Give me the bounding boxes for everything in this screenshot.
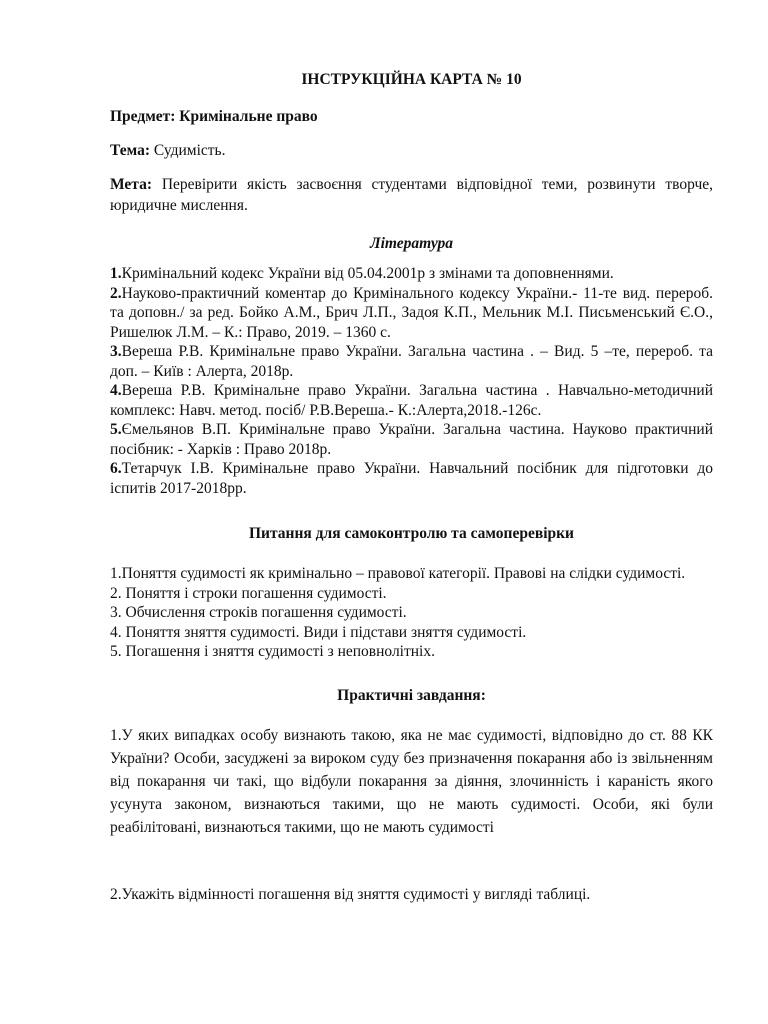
literature-item: 2.Науково-практичний коментар до Кримінального кодексу України.- 11-те вид. перероб. та доповн./ за ред. Бойко А.М., Брич Л.П., Задоя К.П., Мельник М.І. Письменський Є.О., Ришелюк Л.М. – К.: Право, 2019. – 1360 с. [110,284,713,341]
question-item: 3. Обчислення строків погашення судимості. [110,604,407,621]
literature-item: 4.Вереша Р.В. Кримінальне право України. Загальна частина . Навчально-методичний комплекс: Навч. метод. посіб/ Р.В.Вереша.- К.:Алерта,2018.-126с. [110,382,713,419]
goal-line [110,174,713,216]
practical-task-1: 1.У яких випадках особу визнають такою, яка не має судимості, відповідно до ст. 88 КК України? Особи, засуджені за вироком суду без призначення покарання або із звільненням від покарання чи такі, що відбули покарання за діяння, злочинність і караність якого усунута законом, визнаються такими, що не мають судимості. Особи, які були реабілітовані, визнаються такими, що не мають судимості [110,726,713,836]
topic-value: Судимість. [153,142,226,159]
subject-label: Предмет: [110,108,176,125]
question-item: 1.Поняття судимості як кримінально – правової категорії. Правові на слідки судимості. [110,565,686,582]
document-page [110,70,713,906]
topic-line [110,140,713,161]
literature-item: 6.Тетарчук І.В. Кримінальне право України. Навчальний посібник для підготовки до іспитів 2017-2018рр. [110,460,713,497]
goal-label: Мета: [110,176,153,193]
literature-item: 3.Вереша Р.В. Кримінальне право України. Загальна частина . – Вид. 5 –те, перероб. та доп. – Київ : Алерта, 2018р. [110,343,713,380]
goal-value: Перевірити якість засвоєння студентами відповідної теми, розвинути творче, юридичне мислення. [110,176,713,214]
subject-value: Кримінальне право [179,108,318,125]
literature-item: 5.Ємельянов В.П. Кримінальне право України. Загальна частина. Науково практичний посібник: - Харків : Право 2018р. [110,421,713,458]
subject-line [110,106,713,127]
literature-heading: Література [369,235,454,252]
document-title: ІНСТРУКЦІЙНА КАРТА № 10 [301,71,522,88]
literature-item: 1.Кримінальний кодекс України від 05.04.2001р з змінами та доповненнями. [110,265,614,282]
question-item: 4. Поняття зняття судимості. Види і підстави зняття судимості. [110,623,527,641]
practical-task-2: 2.Укажіть відмінності погашення від зняття судимості у вигляді таблиці. [110,885,591,903]
practical-heading: Практичні завдання: [337,686,486,704]
self-control-heading: Питання для самоконтролю та самоперевірки [249,525,574,542]
self-control-list [110,564,713,662]
topic-label: Тема: [110,142,150,159]
question-item: 2. Поняття і строки погашення судимості. [110,584,387,602]
literature-list [110,264,713,498]
question-item: 5. Погашення і зняття судимості з неповнолітніх. [110,643,435,660]
